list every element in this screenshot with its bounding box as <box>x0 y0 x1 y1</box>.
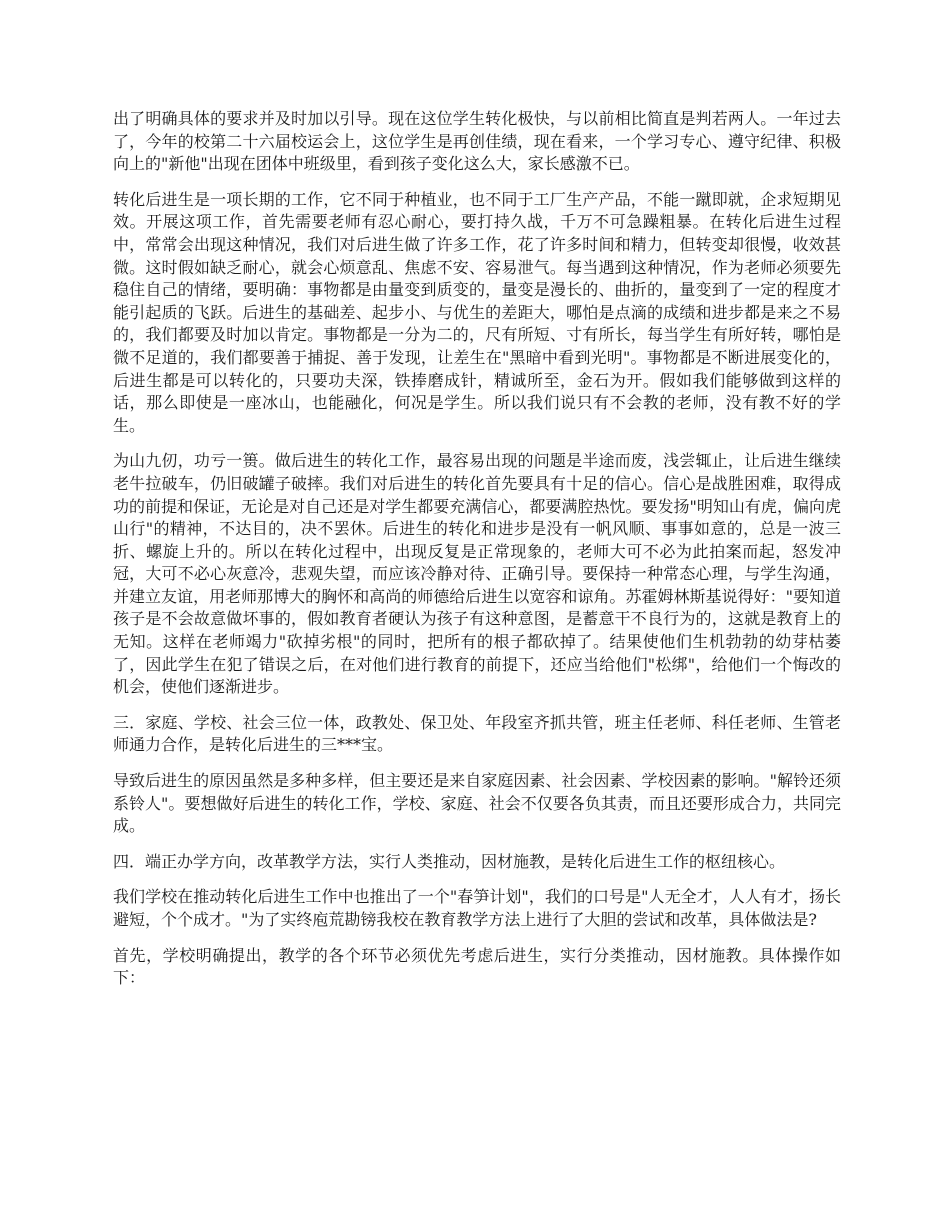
section-heading-4: 四．端正办学方向，改革教学方法，实行人类推动，因材施教，是转化后进生工作的枢纽核心。 <box>113 851 786 871</box>
paragraph: 转化后进生是一项长期的工作，它不同于种植业，也不同于工厂生产产品，不能一蹴即就，企求短期见效。开展这项工作，首先需要老师有忍心耐心，要打持久战，千万不可急躁粗暴。在转化后进生过程中，常常会出现这种情况，我们对后进生做了许多工作，花了许多时间和精力，但转变却很慢，收效甚微。这时假如缺乏耐心，就会心烦意乱、焦虑不安、容易泄气。每当遇到这种情况，作为老师必须要先稳住自己的情绪，要明确：事物都是由量变到质变的，量变是漫长的、曲折的，量变到了一定的程度才能引起质的飞跃。后进生的基础差、起步小、与优生的差距大，哪怕是点滴的成绩和进步都是来之不易的，我们都要及时加以肯定。事物都是一分为二的，尺有所短、寸有所长，每当学生有所好转，哪怕是微不足道的，我们都要善于捕捉、善于发现，让差生在"黑暗中看到光明"。事物都是不断进展变化的，后进生都是可以转化的，只要功夫深，铁捧磨成针，精诚所至，金石为开。假如我们能够做到这样的话，那么即使是一座冰山，也能融化，何况是学生。所以我们说只有不会教的老师，没有教不好的学生。 <box>113 189 841 435</box>
paragraph: 导致后进生的原因虽然是多种多样，但主要还是来自家庭因素、社会因素、学校因素的影响。"解铃还须系铃人"。要想做好后进生的转化工作，学校、家庭、社会不仅要各负其责，而且还要形成合力，共同完成。 <box>113 771 841 836</box>
paragraph: 出了明确具体的要求并及时加以引导。现在这位学生转化极快，与以前相比简直是判若两人。一年过去了，今年的校第二十六届校运会上，这位学生是再创佳绩，现在看来，一个学习专心、遵守纪律、积极向上的"新他"出现在团体中班级里，看到孩子变化这么大，家长感激不已。 <box>113 109 841 174</box>
paragraph: 首先，学校明确提出，教学的各个环节必须优先考虑后进生，实行分类推动，因材施教。具体操作如下： <box>113 945 841 988</box>
paragraph: 为山九仞，功亏一篑。做后进生的转化工作，最容易出现的问题是半途而废，浅尝辄止，让后进生继续老牛拉破车，仍旧破罐子破摔。我们对后进生的转化首先要具有十足的信心。信心是战胜困难，取得成功的前提和保证，无论是对自己还是对学生都要充满信心，都要满腔热忱。要发扬"明知山有虎，偏向虎山行"的精神，不达目的，决不罢休。后进生的转化和进步是没有一帆风顺、事事如意的，总是一波三折、螺旋上升的。所以在转化过程中，出现反复是正常现象的，老师大可不必为此拍案而起，怒发冲冠，大可不必心灰意冷，悲观失望，而应该冷静对待、正确引导。要保持一种常态心理，与学生沟通，并建立友谊，用老师那博大的胸怀和高尚的师德给后进生以宽容和谅角。苏霍姆林斯基说得好："要知道孩子是不会故意做坏事的，假如教育者硬认为孩子有这种意图，是蓄意干不良行为的，这就是教育上的无知。这样在老师竭力"砍掉劣根"的同时，把所有的根子都砍掉了。结果使他们生机勃勃的幼芽枯萎了，因此学生在犯了错误之后，在对他们进行教育的前提下，还应当给他们"松绑"，给他们一个悔改的机会，使他们逐渐进步。 <box>113 451 841 697</box>
paragraph: 我们学校在推动转化后进生工作中也推出了一个"春笋计划"，我们的口号是"人无全才，人人有才，扬长避短，个个成才。"为了实终庖荒勘镑我校在教育教学方法上进行了大胆的尝试和改革，具体做法是? <box>113 887 841 929</box>
section-heading-3: 三．家庭、学校、社会三位一体，政教处、保卫处、年段室齐抓共管，班主任老师、科任老师、生管老师通力合作，是转化后进生的三***宝。 <box>113 712 841 755</box>
document-page <box>113 108 841 1003</box>
